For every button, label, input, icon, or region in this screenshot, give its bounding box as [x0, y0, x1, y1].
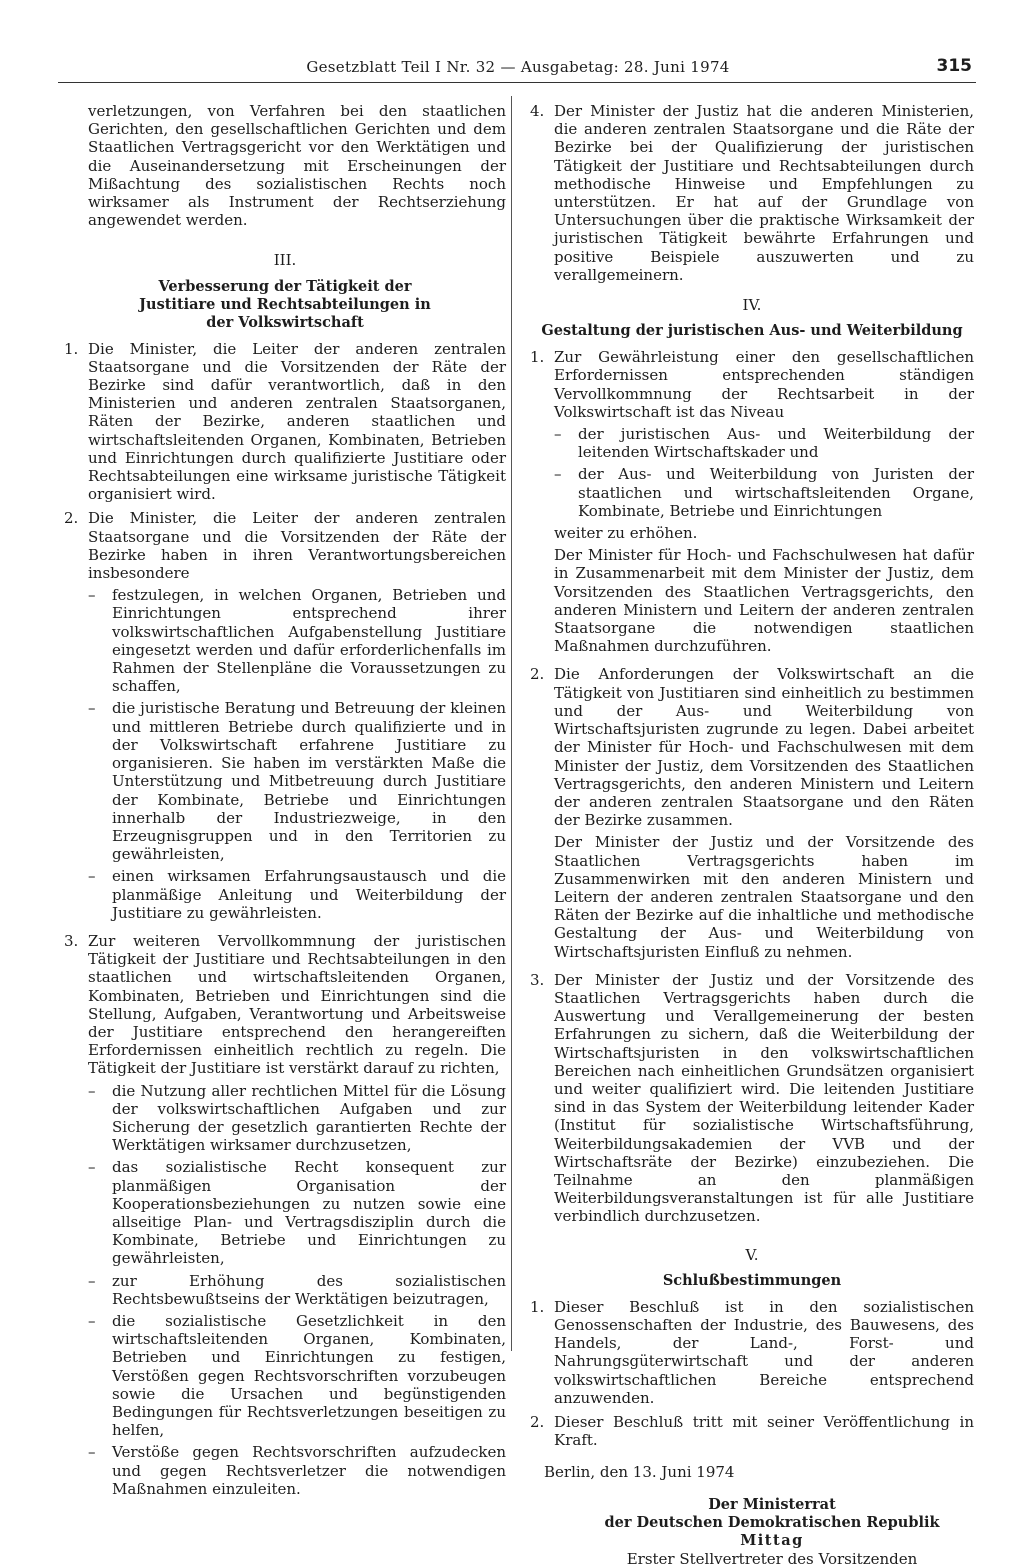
dash-text: zur Erhöhung des sozialistischen Rechtsbewußtseins der Werktätigen beizutragen,	[112, 1271, 506, 1308]
item-text: Dieser Beschluß tritt mit seiner Veröffentlichung in Kraft.	[554, 1413, 974, 1450]
item-number: 3.	[64, 931, 79, 950]
dash-marker: –	[88, 1311, 96, 1330]
section-title-iv: Gestaltung der juristischen Aus- und Weiterbildung	[541, 322, 963, 340]
section-iv-item-3	[530, 971, 974, 1226]
dash-text: einen wirksamen Erfahrungsaustausch und die planmäßige Anleitung und Weiterbildung der Justitiare zu gewährleisten.	[112, 867, 506, 922]
dash-text: festzulegen, in welchen Organen, Betrieben und Einrichtungen entsprechend ihrer volkswirtschaftlichen Aufgabenstellung Justitiare eingesetzt werden und dafür erforderlichenfalls im Rahmen der Stellenpläne die Voraussetzungen zu schaffen,	[112, 586, 506, 696]
signature-org-line-2: der Deutschen Demokratischen Republik	[604, 1513, 940, 1531]
dash-text: die Nutzung aller rechtlichen Mittel für die Lösung der volkswirtschaftlichen Aufgaben und zur Sicherung der gesetzlich garantierten Rechte der Werktätigen wirksamer durchzusetzen,	[112, 1081, 506, 1155]
dash-marker: –	[88, 1271, 96, 1290]
dash-item	[88, 586, 506, 695]
section-v-item-1	[530, 1298, 974, 1407]
section-iii-item-2	[64, 509, 506, 921]
section-number-v: V.	[745, 1245, 759, 1264]
item-text: Der Minister der Justiz und der Vorsitzende des Staatlichen Vertragsgerichts haben durch die Auswertung und Verallgemeinerung der besten Erfahrungen zu sichern, daß die Weiterbildung der Wirtschaftsjuristen in den volkswirtschaftlichen Bereichen nach einheitlichen Grundsätzen organisiert und weiter qualifiziert wird. Die leitenden Justitiare sind in das System der Weiterbildung leitender Kader (Institut für sozialistische Wirtschaftsführung, Weiterbildungsakademien der VVB und der Wirtschaftsräte der Bezirke) einzubeziehen. Die Teilnahme an den planmäßigen Weiterbildungsveranstaltungen ist für alle Justitiare verbindlich durchzusetzen.	[554, 970, 974, 1226]
section-number-iv: IV.	[742, 296, 762, 315]
dash-text: der Aus- und Weiterbildung von Juristen der staatlichen und wirtschaftsleitenden Organe, Kombinate, Betriebe und Einrichtungen	[578, 465, 974, 520]
column-divider	[511, 96, 512, 1351]
dash-text: das sozialistische Recht konsequent zur planmäßigen Organisation der Kooperationsbeziehungen zu nutzen sowie eine allseitige Plan- und Vertragsdisziplin durch die Kombinate, Betriebe und Einrichtungen zu gewährleisten,	[112, 1158, 506, 1268]
dash-item	[88, 1082, 506, 1155]
dash-marker: –	[88, 1081, 96, 1100]
section-iii-item-1	[64, 340, 506, 504]
item-text: Die Minister, die Leiter der anderen zentralen Staatsorgane und die Vorsitzenden der Räte der Bezirke sind dafür verantwortlich, daß in den Ministerien und anderen zentralen Staatsorganen, Räten der Bezirke, anderen staatlichen und wirtschaftsleitenden Organen, Kombinaten, Betrieben und Einrichtungen durch qualifizierte Justitiare oder Rechtsabteilungen eine wirksame juristische Tätigkeit organisiert wird.	[88, 339, 506, 504]
dash-marker: –	[88, 586, 96, 605]
date-line: Berlin, den 13. Juni 1974	[544, 1463, 735, 1482]
dash-item	[554, 465, 974, 520]
dash-item	[88, 867, 506, 922]
section-v-item-2	[530, 1413, 974, 1449]
item-paragraph: Der Minister für Hoch- und Fachschulwesen hat dafür in Zusammenarbeit mit dem Minister der Justiz, dem Vorsitzenden des Staatlichen Vertragsgerichts, den anderen Ministern und Leitern der anderen zentralen Staatsorgane die notwendigen staatlichen Maßnahmen durchzuführen.	[554, 546, 974, 656]
left-column	[64, 102, 506, 1498]
page-number: 315	[936, 56, 972, 76]
item-text: Dieser Beschluß ist in den sozialistischen Genossenschaften der Industrie, des Bauwesens, des Handels, der Land-, Forst- und Nahrungsgüterwirtschaft und der anderen volkswirtschaftlichen Bereiche entsprechend anzuwenden.	[554, 1297, 974, 1407]
item-text: Zur weiteren Vervollkommnung der juristischen Tätigkeit der Justitiare und Rechtsabteilungen in den staatlichen und wirtschaftsleitenden Organen, Kombinaten, Betrieben und Einrichtungen sind die Stellung, Aufgaben, Verantwortung und Arbeitsweise der Justitiare entsprechend den herangereiften Erfordernissen einheitlich rechtlich zu regeln. Die Tätigkeit der Justitiare ist verstärkt darauf zu richten,	[88, 931, 506, 1078]
item-text: Die Minister, die Leiter der anderen zentralen Staatsorgane und die Vorsitzenden der Räte der Bezirke haben in ihren Verantwortungsbereichen insbesondere	[88, 509, 506, 583]
item-number: 1.	[530, 1297, 545, 1316]
item-number: 2.	[530, 665, 545, 684]
item-number: 1.	[530, 348, 545, 367]
dash-text: Verstöße gegen Rechtsvorschriften aufzudecken und gegen Rechtsverletzer die notwendigen Maßnahmen einzuleiten.	[112, 1443, 506, 1498]
item-text: Die Anforderungen der Volkswirtschaft an die Tätigkeit von Justitiaren sind einheitlich zu bestimmen und der Aus- und Weiterbildung von Wirtschaftsjuristen zugrunde zu legen. Dabei arbeitet der Minister für Hoch- und Fachschulwesen mit dem Minister der Justiz, dem Vorsitzenden des Staatlichen Vertragsgerichts, den anderen Ministern und Leitern der anderen zentralen Staatsorgane und den Räten der Bezirke zusammen.	[554, 665, 974, 830]
item-text: Zur Gewährleistung einer den gesellschaftlichen Erfordernissen entsprechenden ständigen Vervollkommnung der Rechtsarbeit in der Volkswirtschaft ist das Niveau	[554, 348, 974, 421]
item-number: 4.	[530, 102, 545, 120]
item-paragraph: Der Minister der Justiz und der Vorsitzende des Staatlichen Vertragsgerichts haben im Zusammenwirken mit den anderen Ministern und Leitern der anderen zentralen Staatsorgane und den Räten der Bezirke auf die inhaltliche und methodische Gestaltung der Aus- und Weiterbildung von Wirtschaftsjuristen Einfluß zu nehmen.	[554, 833, 974, 961]
dash-text: die sozialistische Gesetzlichkeit in den wirtschaftsleitenden Organen, Kombinaten, Betrieben und Einrichtungen zu festigen, Verstößen gegen Rechtsvorschriften vorzubeugen sowie die Ursachen und begünstigenden Bedingungen für Rechtsverletzungen beseitigen zu helfen,	[112, 1311, 506, 1440]
section-number-iii: III.	[273, 251, 297, 270]
intro-paragraph: verletzungen, von Verfahren bei den staatlichen Gerichten, den gesellschaftlichen Gerichten und dem Staatlichen Vertragsgericht vor den Werktätigen und die Auseinandersetzung mit Erscheinungen der Mißachtung des sozialistischen Rechts noch wirksamer als Instrument der Rechtserziehung angewendet werden.	[88, 102, 506, 230]
section-iv-item-2	[530, 665, 974, 960]
dash-marker: –	[554, 465, 562, 484]
item-number: 3.	[530, 970, 545, 989]
dash-marker: –	[554, 425, 562, 444]
item-text: Der Minister der Justiz hat die anderen Ministerien, die anderen zentralen Staatsorgane und die Räte der Bezirke bei der Qualifizierung der juristischen Tätigkeit der Justitiare und Rechtsabteilungen durch methodische Hinweise und Empfehlungen zu unterstützen. Er hat auf der Grundlage von Untersuchungen über die praktische Wirksamkeit der juristischen Tätigkeit bewährte Erfahrungen und positive Beispiele auszuwerten und zu verallgemeinern.	[554, 102, 974, 284]
dash-marker: –	[88, 699, 96, 718]
header-rule	[58, 82, 976, 83]
dash-item	[554, 425, 974, 461]
dash-item	[88, 1272, 506, 1308]
dash-marker: –	[88, 867, 96, 886]
section-iii-item-3	[64, 932, 506, 1498]
section-iv-item-1	[530, 348, 974, 655]
signature-org-line-1: Der Ministerrat	[708, 1495, 836, 1513]
page-header	[0, 50, 1024, 80]
dash-text: der juristischen Aus- und Weiterbildung der leitenden Wirtschaftskader und	[578, 425, 974, 462]
dash-marker: –	[88, 1443, 96, 1462]
dash-marker: –	[88, 1158, 96, 1177]
dash-item	[88, 1312, 506, 1439]
item-number: 1.	[64, 339, 79, 358]
section-title-iii: Verbesserung der Tätigkeit der Justitiare und Rechtsabteilungen in der Volkswirtschaft	[139, 277, 431, 331]
section-iii-item-4	[530, 102, 974, 284]
item-tail: weiter zu erhöhen.	[554, 524, 698, 543]
right-column	[530, 102, 974, 1568]
item-number: 2.	[530, 1413, 545, 1431]
dash-item	[88, 1158, 506, 1267]
signatory-name: Mittag	[740, 1531, 804, 1549]
dash-item	[88, 699, 506, 863]
signature-block	[530, 1496, 974, 1568]
item-number: 2.	[64, 509, 79, 528]
dash-item	[88, 1443, 506, 1498]
signatory-role: Erster Stellvertreter des Vorsitzenden	[626, 1549, 918, 1568]
dash-text: die juristische Beratung und Betreuung der kleinen und mittleren Betriebe durch qualifizierte und in der Volkswirtschaft erfahrene Justitiare zu organisieren. Sie haben im verstärkten Maße die Unterstützung und Mitbetreuung durch Justitiare der Kombinate, Betriebe und Einrichtungen innerhalb der Industriezweige, in den Erzeugnisgruppen und in den Territorien zu gewährleisten,	[112, 699, 506, 864]
section-title-v: Schlußbestimmungen	[662, 1271, 842, 1289]
gazette-title: Gesetzblatt Teil I Nr. 32 — Ausgabetag: 28. Juni 1974	[306, 58, 730, 76]
